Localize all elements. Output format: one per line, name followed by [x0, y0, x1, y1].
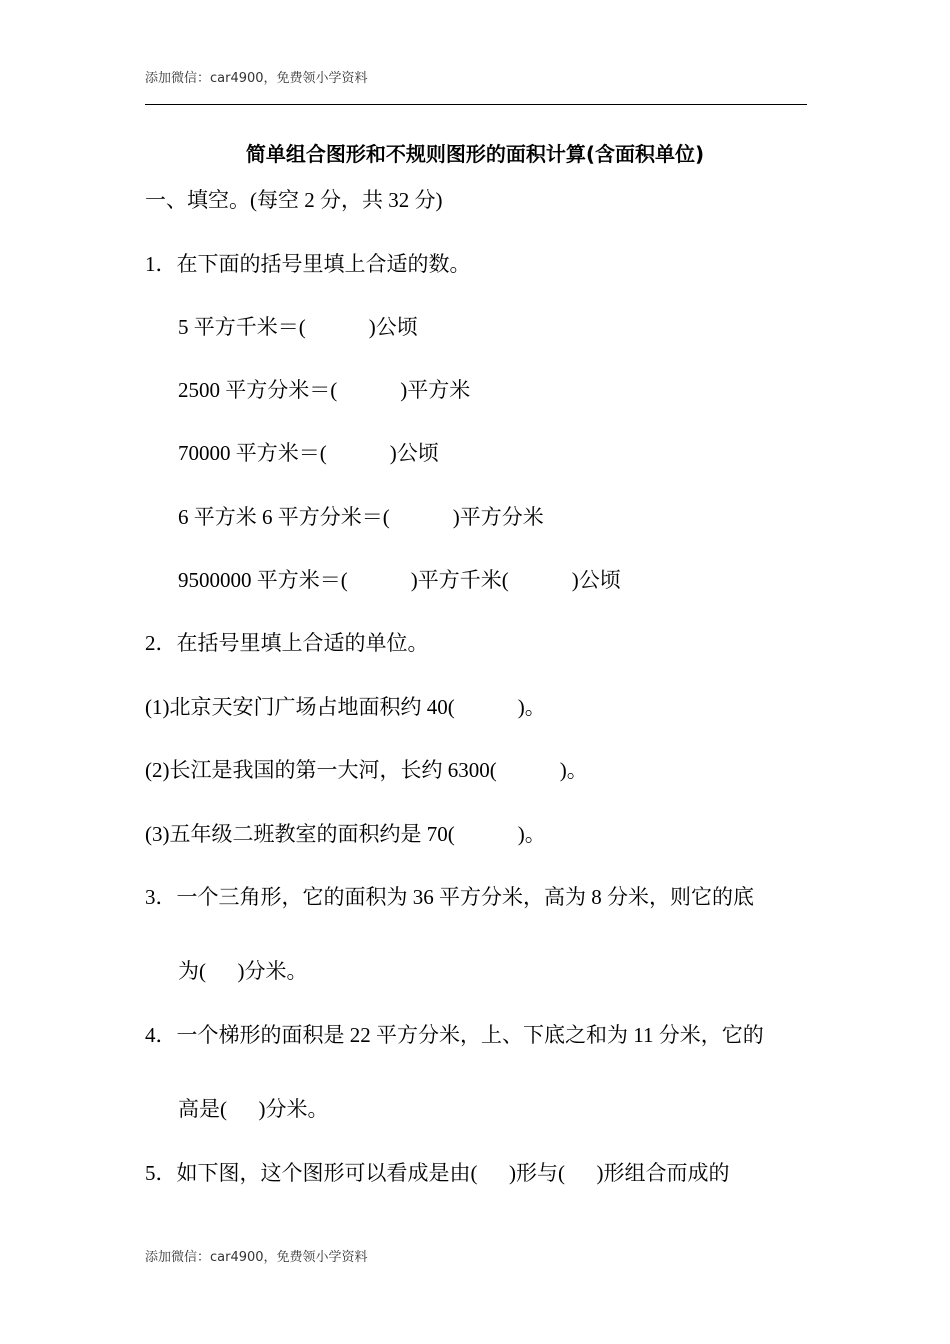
question-2-item: (2)长江是我国的第一大河，长约 6300( )。: [145, 758, 588, 782]
question-1-stem: 1．在下面的括号里填上合适的数。: [145, 252, 471, 276]
header-divider: [145, 104, 807, 105]
question-4-line: 4．一个梯形的面积是 22 平方分米，上、下底之和为 11 分米，它的: [145, 1023, 764, 1047]
question-2-item: (1)北京天安门广场占地面积约 40( )。: [145, 695, 546, 719]
question-1-item: 70000 平方米＝( )公顷: [178, 441, 439, 465]
page-header-text: 添加微信：car4900，免费领小学资料: [145, 71, 368, 86]
question-1-item: 9500000 平方米＝( )平方千米( )公顷: [178, 568, 621, 592]
question-2-stem: 2．在括号里填上合适的单位。: [145, 631, 429, 655]
question-5-line: 5．如下图，这个图形可以看成是由( )形与( )形组合而成的: [145, 1161, 730, 1185]
question-3-line: 3．一个三角形，它的面积为 36 平方分米，高为 8 分米，则它的底: [145, 885, 754, 909]
question-3-line: 为( )分米。: [178, 959, 308, 983]
worksheet-title: 简单组合图形和不规则图形的面积计算(含面积单位): [245, 142, 705, 166]
question-4-line: 高是( )分米。: [178, 1097, 329, 1121]
question-1-item: 6 平方米 6 平方分米＝( )平方分米: [178, 505, 544, 529]
section-heading: 一、填空。(每空 2 分，共 32 分): [145, 188, 443, 212]
question-1-item: 5 平方千米＝( )公顷: [178, 315, 418, 339]
question-2-item: (3)五年级二班教室的面积约是 70( )。: [145, 822, 546, 846]
page-footer-text: 添加微信：car4900，免费领小学资料: [145, 1250, 368, 1265]
question-1-item: 2500 平方分米＝( )平方米: [178, 378, 471, 402]
